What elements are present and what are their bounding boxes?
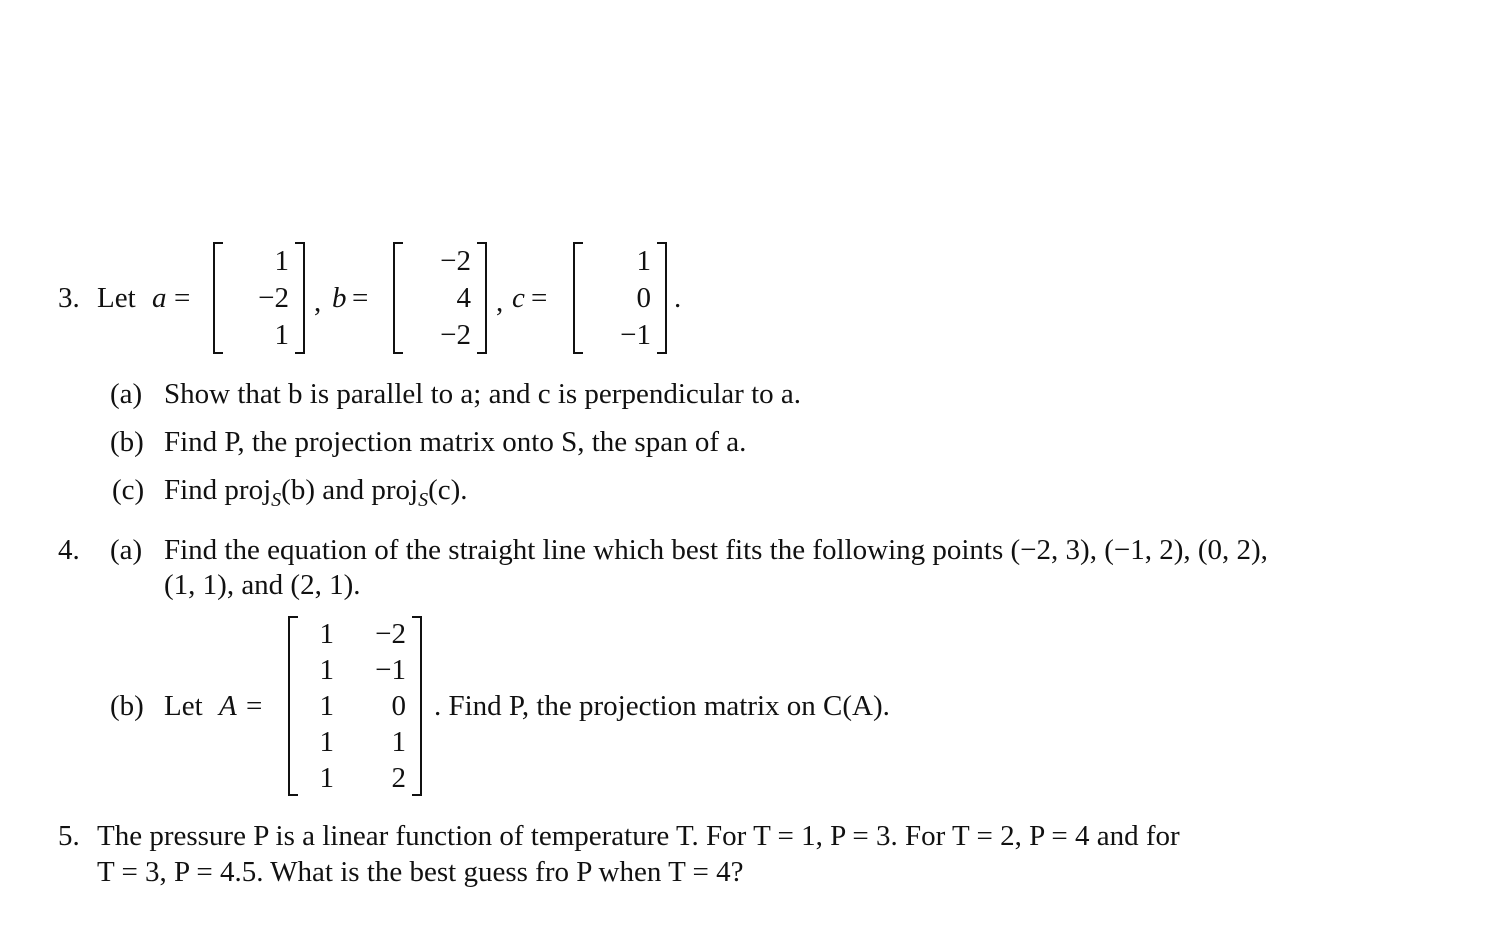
- matrix-A-entry: −2: [375, 618, 406, 650]
- equals-sign: =: [531, 282, 548, 314]
- matrix-A-entry: 1: [319, 618, 334, 650]
- problem-4-part-b-intro: Let: [164, 690, 203, 722]
- matrix-A-entry: 1: [319, 762, 334, 794]
- matrix-A-entry: 1: [319, 690, 334, 722]
- part-c-end: (c).: [428, 474, 468, 506]
- problem-4-part-a-line1: Find the equation of the straight line which best fits the following points (−2, 3), (−1, 2), (0, 2),: [164, 534, 1268, 566]
- vector-c-entry: 1: [636, 244, 651, 277]
- vector-b-entry: −2: [440, 244, 471, 277]
- vector-b: [393, 242, 487, 354]
- equals-sign: =: [246, 690, 263, 722]
- matrix-A-label: A: [219, 690, 237, 722]
- problem-4-part-b-label: (b): [110, 690, 144, 722]
- equals-sign: =: [174, 282, 191, 314]
- matrix-A-entry: −1: [375, 654, 406, 686]
- vector-a-entry: −2: [258, 281, 289, 314]
- matrix-A: [288, 616, 422, 796]
- vector-b-entry: −2: [440, 319, 471, 352]
- problem-3-part-a-text: Show that b is parallel to a; and c is perpendicular to a.: [164, 378, 802, 410]
- end-period: .: [674, 282, 682, 314]
- problem-3-intro: Let: [97, 282, 136, 314]
- problem-4-number: 4.: [58, 534, 80, 566]
- matrix-A-entry: 0: [391, 690, 406, 722]
- part-c-mid: (b) and proj: [281, 474, 419, 506]
- vector-b-label: b: [332, 282, 347, 314]
- matrix-A-entry: 2: [391, 762, 406, 794]
- problem-3-part-b-text: Find P, the projection matrix onto S, the span of a.: [164, 426, 747, 458]
- matrix-A-entry: 1: [319, 726, 334, 758]
- vector-a-entry: 1: [274, 319, 289, 352]
- problem-4-part-b-after: . Find P, the projection matrix on C(A).: [434, 690, 890, 722]
- vector-c-label: c: [512, 282, 525, 314]
- matrix-A-entry: 1: [319, 654, 334, 686]
- vector-c-entry: −1: [620, 319, 651, 352]
- vector-c-entry: 0: [636, 281, 651, 314]
- vector-b-entry: 4: [456, 281, 471, 314]
- part-c-pre: Find proj: [164, 474, 272, 506]
- problem-4-part-a-line2: (1, 1), and (2, 1).: [164, 569, 361, 601]
- problem-3-part-c-label: (c): [112, 474, 145, 506]
- problem-3-part-b-label: (b): [110, 426, 144, 458]
- problem-5-line1: The pressure P is a linear function of temperature T. For T = 1, P = 3. For T = 2, P = 4 and for: [97, 820, 1180, 852]
- vector-a: [213, 242, 305, 354]
- problem-3-number: 3.: [58, 282, 80, 314]
- part-c-subscript: S: [418, 489, 429, 511]
- matrix-A-entry: 1: [391, 726, 406, 758]
- problem-4-part-a-label: (a): [110, 534, 143, 566]
- problem-3-part-a-label: (a): [110, 378, 143, 410]
- vector-a-entry: 1: [274, 244, 289, 277]
- part-c-subscript: S: [271, 489, 282, 511]
- equals-sign: =: [352, 282, 369, 314]
- problem-5-line2: T = 3, P = 4.5. What is the best guess fro P when T = 4?: [97, 856, 744, 888]
- vector-c: [573, 242, 667, 354]
- separator-comma: ,: [314, 286, 322, 318]
- separator-comma: ,: [496, 286, 504, 318]
- vector-a-label: a: [152, 282, 167, 314]
- problem-3-part-c-text: [164, 472, 468, 511]
- problem-5-number: 5.: [58, 820, 80, 852]
